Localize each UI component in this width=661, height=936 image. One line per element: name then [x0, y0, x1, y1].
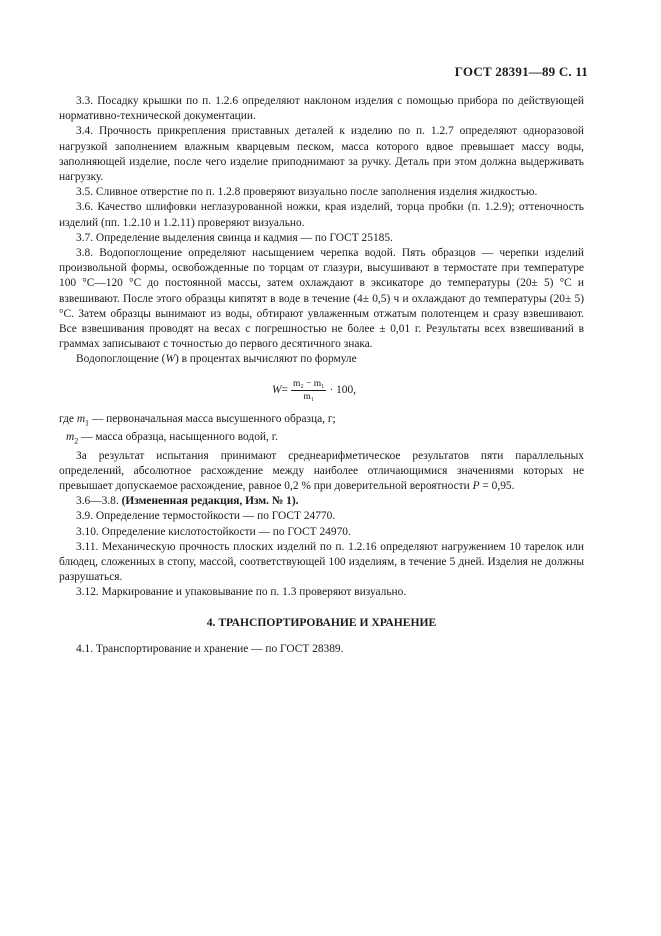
- paragraph-3-3: 3.3. Посадку крышки по п. 1.2.6 определяют наклоном изделия с помощью прибора по действующей нормативно-технической документации.: [59, 95, 584, 123]
- result-paragraph: За результат испытания принимают среднеарифметическое результатов пяти параллельных определений, абсолютное расхождение между наиболее отличающимися значениями которых не превышает допускаемое расхождение, равное 0,2 % при доверительной вероятности P = 0,95.: [59, 449, 584, 493]
- formula-fraction: [291, 379, 327, 403]
- paragraph-3-11: 3.11. Механическую прочность плоских изделий по п. 1.2.16 определяют нагружением 10 тарелок или блюдец, сложенных в стопу, массой, соответствующей 100 изделиям, в течение 5 дней. Изделия не должны разрушаться.: [59, 540, 584, 584]
- where-m2: $m_2$ — масса образца, насыщенного водой, г.: [66, 431, 278, 446]
- paragraph-4-1: 4.1. Транспортирование и хранение — по ГОСТ 28389.: [76, 642, 344, 655]
- formula-tail: · 100,: [329, 384, 357, 397]
- formula-equals: =: [281, 384, 288, 397]
- paragraph-3-5: 3.5. Сливное отверстие по п. 1.2.8 проверяют визуально после заполнения изделия жидкостью.: [76, 186, 538, 199]
- formula-lhs: W: [272, 384, 282, 397]
- paragraph-3-7: 3.7. Определение выделения свинца и кадмия — по ГОСТ 25185.: [76, 231, 393, 244]
- formula-denominator: m₁: [303, 391, 315, 402]
- formula-intro: Водопоглощение (W) в процентах вычисляют по формуле: [76, 353, 357, 366]
- formula-numerator: m₂ − m₁: [292, 378, 325, 389]
- edit-note: (Измененная редакция, Изм. № 1).: [121, 495, 299, 508]
- paragraph-3-9: 3.9. Определение термостойкости — по ГОСТ 24770.: [76, 510, 336, 523]
- paragraph-3-6: 3.6. Качество шлифовки неглазурованной ножки, края изделий, торца пробки (п. 1.2.9); оттеночность изделий (пп. 1.2.10 и 1.2.11) проверяют визуально.: [59, 201, 584, 229]
- paragraph-3-8: 3.8. Водопоглощение определяют насыщением черепка водой. Пять образцов — черепки изделий произвольной формы, освобожденные по торцам от глазури, высушивают в термостате при температуре 100 °С—120 °С до постоянной массы, затем охлаждают в эксикаторе до температуры (20± 5) °С и взвешивают. После этого образцы кипятят в воде в течение (4± 0,5) ч и охлаждают до температуры (20± 5) °С. Затем образцы вынимают из воды, обтирают увлаженным отжатым полотенцем и сразу взвешивают. Все взвешивания проводят на весах с погрешностью не более ± 0,01 г. Результаты всех взвешиваний в граммах записывают с точностью до первого десятичного знака.: [59, 247, 584, 351]
- section-4-title: 4. ТРАНСПОРТИРОВАНИЕ И ХРАНЕНИЕ: [206, 615, 437, 629]
- paragraph-3-4: 3.4. Прочность прикрепления приставных деталей к изделию по п. 1.2.7 определяют одноразовой нагрузкой заполнением влажным кварцевым песком, масса которого вдвое превышает массу воды, заполняющей изделие, после чего изделие приподнимают за ручку. Деталь при этом должна выдерживать нагрузку.: [59, 125, 584, 184]
- where-m1: где $m_1$ — первоначальная масса высушенного образца, г;: [59, 412, 336, 427]
- paragraph-3-12: 3.12. Маркирование и упаковывание по п. 1.3 проверяют визуально.: [76, 586, 407, 599]
- paragraph-3-10: 3.10. Определение кислотостойкости — по ГОСТ 24970.: [76, 525, 351, 538]
- page-header: ГОСТ 28391—89 С. 11: [454, 64, 588, 79]
- paragraph-3-6-3-8: 3.6—3.8. (Измененная редакция, Изм. № 1).: [76, 495, 299, 508]
- document-body: [59, 94, 584, 657]
- water-absorption-formula: [59, 378, 584, 404]
